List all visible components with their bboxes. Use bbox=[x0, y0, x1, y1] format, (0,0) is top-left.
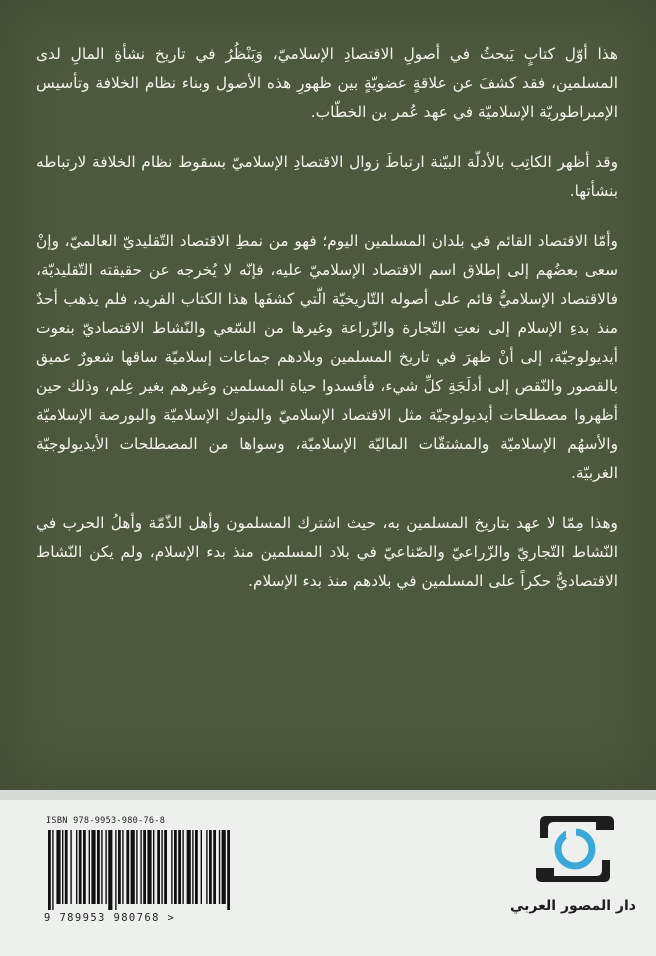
blurb-paragraph-1: هذا أوّل كتابٍ يَبحثُ في أصولِ الاقتصادِ الإسلاميّ، وَيَنْظُرُ في تاريخ نشأةِ المالِ لدى المسلمين، فقد كشفَ عن علاقةٍ عضويّةٍ بين ظهورِ هذه الأصول وبناء نظام الخلافة وتأسيس الإمبراطوريّة الإسلاميّة في عهد عُمر بن الخطّاب. bbox=[36, 45, 618, 121]
publisher-logo-icon bbox=[530, 808, 620, 890]
barcode-digits: 9 789953 980768 > bbox=[44, 912, 176, 924]
blurb-paragraph-4: وهذا مِمّا لا عهد بتاريخ المسلمين به، حيث اشترك المسلمون وأهل الذّمّة وأهلُ الحرب في النّشاط التّجاريّ والزّراعيّ والصّناعيّ في بلاد المسلمين منذ بدء الإسلام، ولم يكن النّشاط الاقتصاديُّ حكراً على المسلمين في بلادهم منذ بدء الإسلام. bbox=[36, 514, 618, 590]
cover-footer bbox=[0, 790, 656, 956]
blurb-paragraph-2: وقد أظهر الكاتِب بالأدلّة البيّنة ارتباطَ زوال الاقتصادِ الإسلاميّ بسقوط نظام الخلافة لارتباطه بنشأتها. bbox=[36, 153, 618, 200]
blurb-paragraph-3: وأمّا الاقتصاد القائم في بلدان المسلمين اليوم؛ فهو من نمطِ الاقتصاد التّقليديّ العالميّ، وإنْ سعى بعضُهم إلى إطلاق اسم الاقتصاد الإسلاميّ عليه، فإنّه لا يُخرجه عن حقيقته التّقليديّة، فالاقتصاد الإسلاميُّ قائم على أصوله التّاريخيّة الّتي كشفَها هذا الكتاب الفريد، فلم يذهب أحدٌ منذ بدءِ الإسلام إلى نعتِ التّجارة والزّراعة وغيرها من السّعي والنّشاط الاقتصاديّ بنعوت أيديولوجيّة، إلى أنْ ظهرَ في تاريخ المسلمين وبلادهم جماعات إسلاميّة ساقها شعورٌ عميق بالقصور والنّقص إلى أدلَجَةِ كلِّ شيء، فأفسدوا حياة المسلمين وغيرهم بغير عِلم، وذلك حين أظهروا مصطلحات أيديولوجيّة مثل الاقتصاد الإسلاميّ والبنوك الإسلاميّة والبورصة الإسلاميّة والأسهُم الإسلاميّة والمشتقّات الماليّة الإسلاميّة، وسواها من المصطلحات الأيديولوجيّة الغربيّة. bbox=[36, 232, 618, 482]
isbn-label: ISBN 978-9953-980-76-8 bbox=[46, 816, 166, 826]
barcode-bars bbox=[44, 830, 234, 910]
footer-divider bbox=[0, 790, 656, 800]
blurb-text bbox=[36, 40, 618, 617]
isbn-barcode bbox=[44, 816, 234, 928]
publisher-name: دار المصور العربي bbox=[510, 898, 636, 914]
